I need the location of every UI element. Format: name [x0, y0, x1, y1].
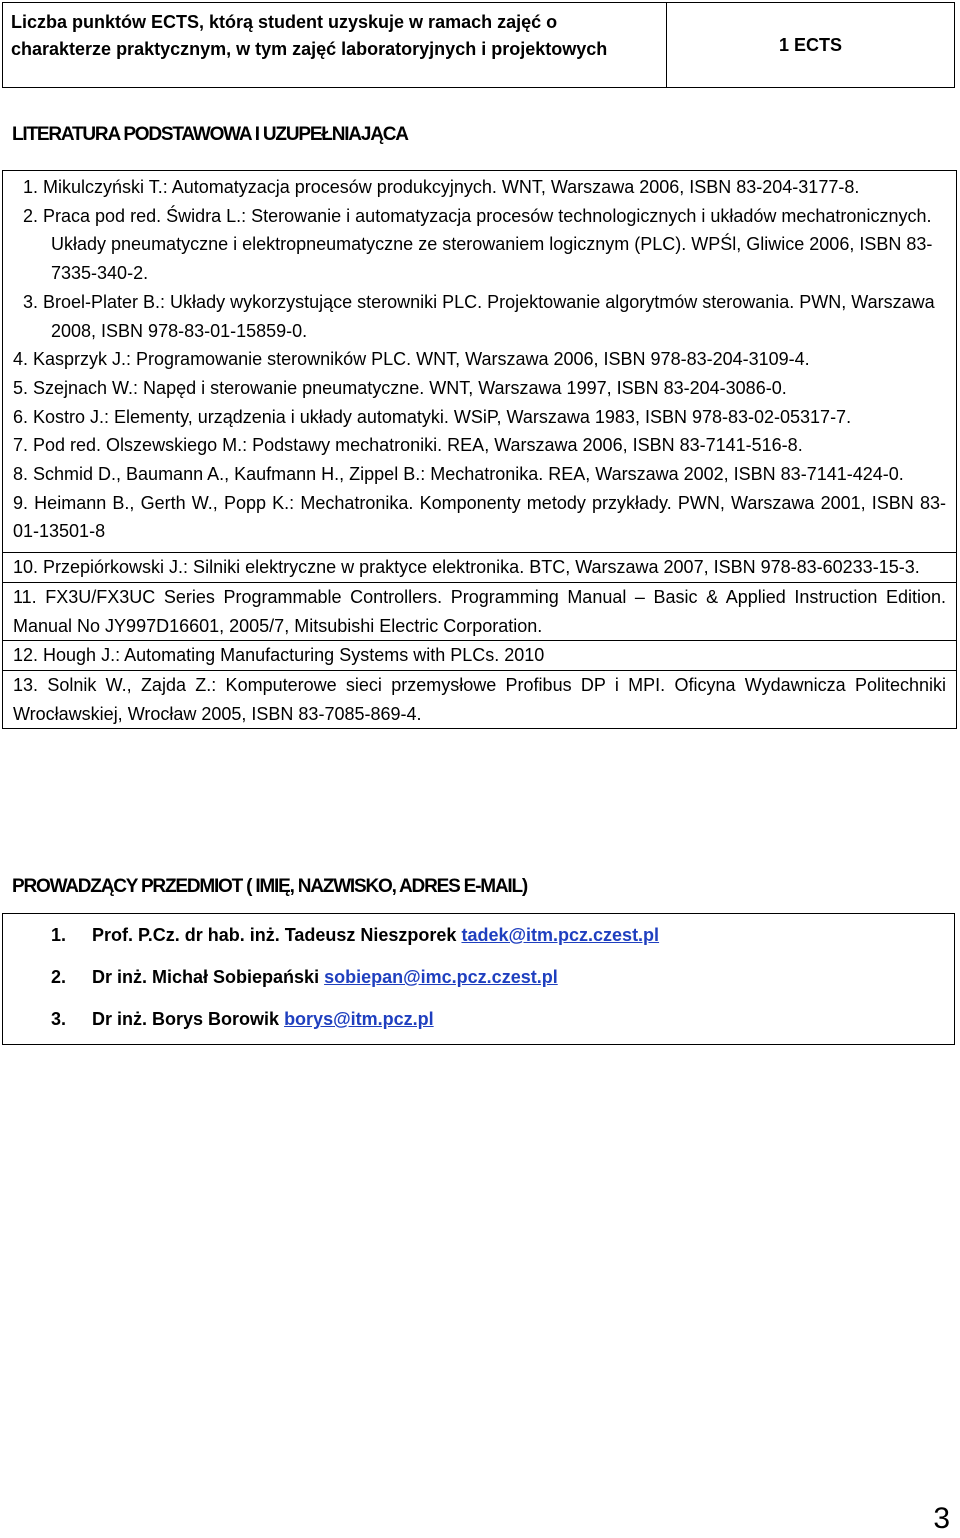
literature-block-13: [3, 670, 956, 728]
instructor-email-link[interactable]: tadek@itm.pcz.czest.pl: [461, 925, 660, 945]
instructor-email-link[interactable]: sobiepan@imc.pcz.czest.pl: [324, 967, 558, 987]
instructor-name: Dr inż. Borys Borowik: [92, 1009, 280, 1029]
instructor-number: 3.: [51, 1009, 67, 1029]
literature-block-11: [3, 582, 956, 640]
page-number: 3: [933, 1502, 950, 1535]
ects-label: Liczba punktów ECTS, którą student uzyskuje w ramach zajęć o charakterze praktycznym, w tym zajęć laboratoryjnych i projektowych: [3, 3, 667, 87]
literature-item-13: 13. Solnik W., Zajda Z.: Komputerowe sieci przemysłowe Profibus DP i MPI. Oficyna Wydawnicza Politechniki Wrocławskiej, Wrocław 2005, ISBN 83-7085-869-4.: [13, 674, 946, 724]
instructor-number: 2.: [51, 967, 67, 987]
instructor-item: [3, 962, 954, 1004]
ects-table: [2, 2, 955, 88]
literature-table: [2, 170, 957, 729]
literature-item-2: 2. Praca pod red. Świdra L.: Sterowanie i automatyzacja procesów technologicznych i układów mechatronicznych. Układy pneumatyczne i elektropneumatyczne ze sterowaniem logicznym (PLC). WPŚl, Gliwice 2006, ISBN 83-7335-340-2.: [23, 205, 933, 284]
instructor-item: [3, 1004, 954, 1046]
literature-item-7: 7. Pod red. Olszewskiego M.: Podstawy mechatroniki. REA, Warszawa 2006, ISBN 83-7141-516-8.: [13, 435, 803, 456]
literature-item-3: 3. Broel-Plater B.: Układy wykorzystujące sterowniki PLC. Projektowanie algorytmów sterowania. PWN, Warszawa 2008, ISBN 978-83-01-15859-0.: [23, 291, 935, 341]
literature-heading: LITERATURA PODSTAWOWA I UZUPEŁNIAJĄCA: [12, 124, 408, 145]
literature-item-10: 10. Przepiórkowski J.: Silniki elektryczne w praktyce elektronika. BTC, Warszawa 2007, ISBN 978-83-60233-15-3.: [13, 557, 920, 578]
instructor-name: Prof. P.Cz. dr hab. inż. Tadeusz Nieszporek: [92, 925, 457, 945]
ects-value: 1 ECTS: [778, 34, 843, 55]
literature-item-6: 6. Kostro J.: Elementy, urządzenia i układy automatyki. WSiP, Warszawa 1983, ISBN 978-83-02-05317-7.: [13, 406, 852, 427]
literature-item-8: 8. Schmid D., Baumann A., Kaufmann H., Zippel B.: Mechatronika. REA, Warszawa 2002, ISBN 83-7141-424-0.: [13, 464, 904, 485]
literature-item-9: 9. Heimann B., Gerth W., Popp K.: Mechatronika. Komponenty metody przykłady. PWN, Warszawa 2001, ISBN 83-01-13501-8: [13, 492, 946, 542]
instructor-email-link[interactable]: borys@itm.pcz.pl: [284, 1009, 434, 1029]
literature-block-12: [3, 640, 956, 670]
instructors-table: [2, 913, 955, 1045]
instructors-heading: PROWADZĄCY PRZEDMIOT ( IMIĘ, NAZWISKO, ADRES E-MAIL): [12, 876, 527, 897]
instructor-name: Dr inż. Michał Sobiepański: [92, 967, 320, 987]
instructor-number: 1.: [51, 925, 67, 945]
instructor-item: [3, 920, 954, 962]
literature-item-5: 5. Szejnach W.: Napęd i sterowanie pneumatyczne. WNT, Warszawa 1997, ISBN 83-204-3086-0.: [13, 377, 787, 398]
literature-item-1: 1. Mikulczyński T.: Automatyzacja procesów produkcyjnych. WNT, Warszawa 2006, ISBN 83-204-3177-8.: [23, 177, 860, 197]
literature-item-11: 11. FX3U/FX3UC Series Programmable Controllers. Programming Manual – Basic & Applied Instruction Edition. Manual No JY997D16601, 2005/7, Mitsubishi Electric Corporation.: [13, 586, 946, 636]
literature-item-4: 4. Kasprzyk J.: Programowanie sterowników PLC. WNT, Warszawa 2006, ISBN 978-83-204-3109-4.: [13, 349, 810, 370]
literature-block-10: [3, 552, 956, 582]
literature-block-1: [3, 171, 956, 552]
literature-item-12: 12. Hough J.: Automating Manufacturing Systems with PLCs. 2010: [13, 645, 545, 666]
